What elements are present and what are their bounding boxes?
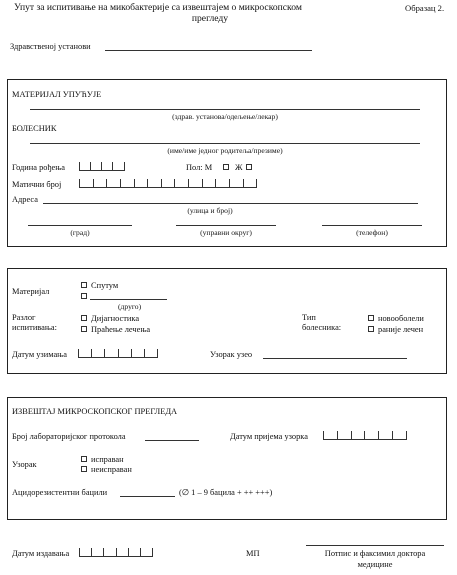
sample-taker-label: Узорак узео [210, 350, 253, 359]
diagnostics-checkbox[interactable] [81, 315, 87, 321]
receipt-date-label: Датум пријема узорка [230, 432, 308, 441]
report-heading: ИЗВЕШТАЈ МИКРОСКОПСКОГ ПРЕГЛЕДА [12, 407, 178, 416]
afb-scale: (∅ 1 – 9 бацила + ++ +++) [179, 488, 273, 497]
referral-section [7, 79, 447, 247]
referrer-caption: (здрав. установа/одељење/лекар) [172, 112, 278, 121]
city-field[interactable] [28, 225, 132, 226]
sex-male-checkbox[interactable] [223, 164, 229, 170]
sputum-checkbox[interactable] [81, 282, 87, 288]
signature-field[interactable] [306, 545, 444, 546]
sampling-date-field[interactable] [78, 350, 158, 358]
issue-date-field[interactable] [79, 549, 153, 557]
reason-label-line1: Разлог [12, 313, 36, 322]
institution-field[interactable] [105, 50, 312, 51]
other-caption: (друго) [118, 302, 142, 311]
phone-caption: (телефон) [356, 228, 388, 237]
phone-field[interactable] [322, 225, 422, 226]
district-field[interactable] [176, 225, 276, 226]
lab-protocol-field[interactable] [145, 440, 199, 441]
sex-label: Пол: М [186, 163, 213, 172]
new-case-checkbox[interactable] [368, 315, 374, 321]
city-caption: (град) [70, 228, 90, 237]
patient-name-field[interactable] [30, 143, 420, 144]
new-case-label: новооболели [378, 314, 424, 323]
patient-type-line1: Тип [302, 313, 316, 322]
referrer-field[interactable] [30, 109, 420, 110]
previously-treated-label: раније лечен [378, 325, 424, 334]
sample-invalid-checkbox[interactable] [81, 466, 87, 472]
other-material-field[interactable] [90, 299, 167, 300]
patient-heading: БОЛЕСНИК [12, 124, 57, 133]
treatment-followup-label: Праћење лечења [91, 325, 151, 334]
form-title-line2: прегледу [191, 13, 229, 24]
sample-valid-checkbox[interactable] [81, 456, 87, 462]
address-field[interactable] [43, 203, 418, 204]
previously-treated-checkbox[interactable] [368, 326, 374, 332]
patient-type-line2: болесника: [302, 323, 342, 332]
sample-invalid-label: неисправан [91, 465, 132, 474]
id-number-field[interactable] [79, 180, 257, 188]
signature-caption-line2: медицине [357, 560, 393, 569]
treatment-followup-checkbox[interactable] [81, 326, 87, 332]
sample-label: Узорак [12, 460, 37, 469]
issue-date-label: Датум издавања [12, 549, 70, 558]
institution-label: Здравственој установи [10, 42, 91, 51]
diagnostics-label: Дијагностика [91, 314, 140, 323]
referral-heading: МАТЕРИЈАЛ УПУЋУЈЕ [12, 90, 102, 99]
receipt-date-field[interactable] [323, 432, 407, 440]
address-label: Адреса [12, 195, 38, 204]
afb-result-field[interactable] [120, 496, 175, 497]
address-caption: (улица и број) [187, 206, 233, 215]
sample-taker-field[interactable] [263, 358, 407, 359]
afb-label: Ацидорезистентни бацили [12, 488, 108, 497]
sex-female-label: Ж [235, 163, 243, 172]
sample-valid-label: исправан [91, 455, 124, 464]
birth-year-label: Година рођења [12, 163, 65, 172]
signature-caption-line1: Потпис и факсимил доктора [324, 549, 426, 558]
district-caption: (управни округ) [200, 228, 252, 237]
reason-label-line2: испитивања: [12, 323, 57, 332]
id-number-label: Матични број [12, 180, 62, 189]
patient-caption: (име/име једног родитеља/презиме) [167, 146, 283, 155]
sputum-label: Спутум [91, 281, 119, 290]
lab-protocol-label: Број лабораторијског протокола [12, 432, 126, 441]
sex-female-checkbox[interactable] [246, 164, 252, 170]
material-label: Материјал [12, 287, 50, 296]
stamp-label: МП [246, 549, 260, 558]
birth-year-field[interactable] [79, 163, 125, 171]
other-material-checkbox[interactable] [81, 293, 87, 299]
sampling-date-label: Датум узимања [12, 350, 67, 359]
form-number: Образац 2. [405, 3, 445, 13]
form-title-line1: Упут за испитивање на микобактерије са извештајем о микроскопском [14, 2, 302, 13]
